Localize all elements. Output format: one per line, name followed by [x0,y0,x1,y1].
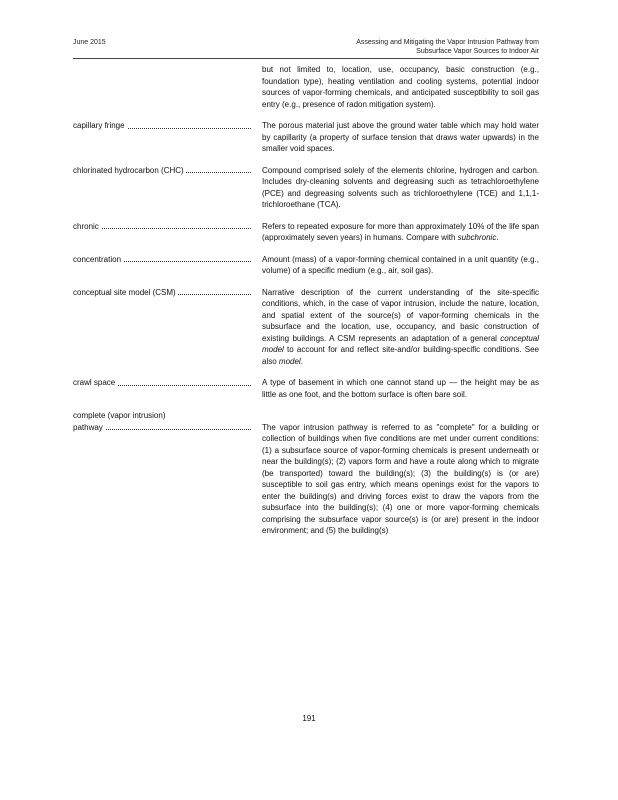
glossary-definition: Narrative description of the current understanding of the site-specific conditions, which, in the case of vapor intrusion, include the nature, location, and spatial extent of the source(s) of vapor-forming chemicals in the subsurface and the location, use, occupancy, and basic construction of existing buildings. A CSM represents an adaptation of a general conceptual model to account for and reflect site-and/or building-specific conditions. See also model. [262,287,539,366]
glossary-entry-csm [73,287,539,368]
glossary-entry-concentration [73,254,539,277]
glossary-entry-capillary-fringe [73,120,539,155]
cross-reference: model [278,356,301,366]
header-title-line1: Assessing and Mitigating the Vapor Intrusion Pathway from [356,39,539,46]
glossary-definition: Amount (mass) of a vapor-forming chemical contained in a unit quantity (e.g., volume) of a specific medium (e.g., air, soil gas). [262,254,539,275]
glossary-definition: The porous material just above the ground water table which may hold water by capillarity (a property of surface tension that draws water upwards) in the smaller void spaces. [262,121,539,153]
glossary-definition: Refers to repeated exposure for more than approximately 10% of the life span (approximately seven years) in humans. Compare with subchronic. [262,221,539,242]
glossary-term: crawl space [73,377,251,389]
glossary-term: chronic [73,221,251,233]
glossary-term: chlorinated hydrocarbon (CHC) [73,165,251,177]
cross-reference: subchronic [457,233,497,242]
glossary-term: capillary fringe [73,120,251,132]
glossary-entry-complete-pathway [73,410,539,537]
glossary-definition: The vapor intrusion pathway is referred to as "complete" for a building or collection of buildings when five conditions are met under current conditions: (1) a subsurface source of vapor-forming chemicals is present underneath or near the building(s); (2) vapors form and have a route along which to migrate (be transported) toward the building(s); (3) the building(s) is (or are) susceptible to soil gas entry, which means openings exist for the vapors to enter the building(s) and driving forces exist to draw the vapors from the subsurface into the building(s); (4) one or more vapor-forming chemicals comprising the subsurface vapor source(s) is (or are) present in the indoor environment; and (5) the building(s) [262,422,539,535]
glossary-page [73,64,539,537]
glossary-term: complete (vapor intrusion) pathway [73,410,251,433]
cross-reference: conceptual model [262,333,539,354]
glossary-entry-crawl-space [73,377,539,400]
glossary-entry-chc [73,165,539,211]
glossary-definition: Compound comprised solely of the elements chlorine, hydrogen and carbon. Includes dry-cleaning solvents and degreasing such as tetrachloroethylene (PCE) and degreasing solvents such as trichloroethylene (TCE) and 1,1,1-trichloroethane (TCA). [262,165,539,209]
glossary-term: conceptual site model (CSM) [73,287,251,299]
glossary-term: concentration [73,254,251,266]
glossary-entry-chronic [73,221,539,244]
page-number: 191 [302,714,316,723]
continuation-text: but not limited to, location, use, occupancy, basic construction (e.g., foundation type), heating ventilation and cooling systems, potential indoor sources of vapor-forming chemicals, and anticipated susceptibility to soil gas entry (e.g., presence of radon mitigation system). [262,65,539,109]
header-date: June 2015 [73,39,106,46]
header-title-line2: Subsurface Vapor Sources to Indoor Air [416,48,539,55]
glossary-definition: A type of basement in which one cannot stand up — the height may be as little as one foot, and the bottom surface is often bare soil. [262,378,539,399]
header-rule [73,58,539,59]
header-title [356,38,539,56]
